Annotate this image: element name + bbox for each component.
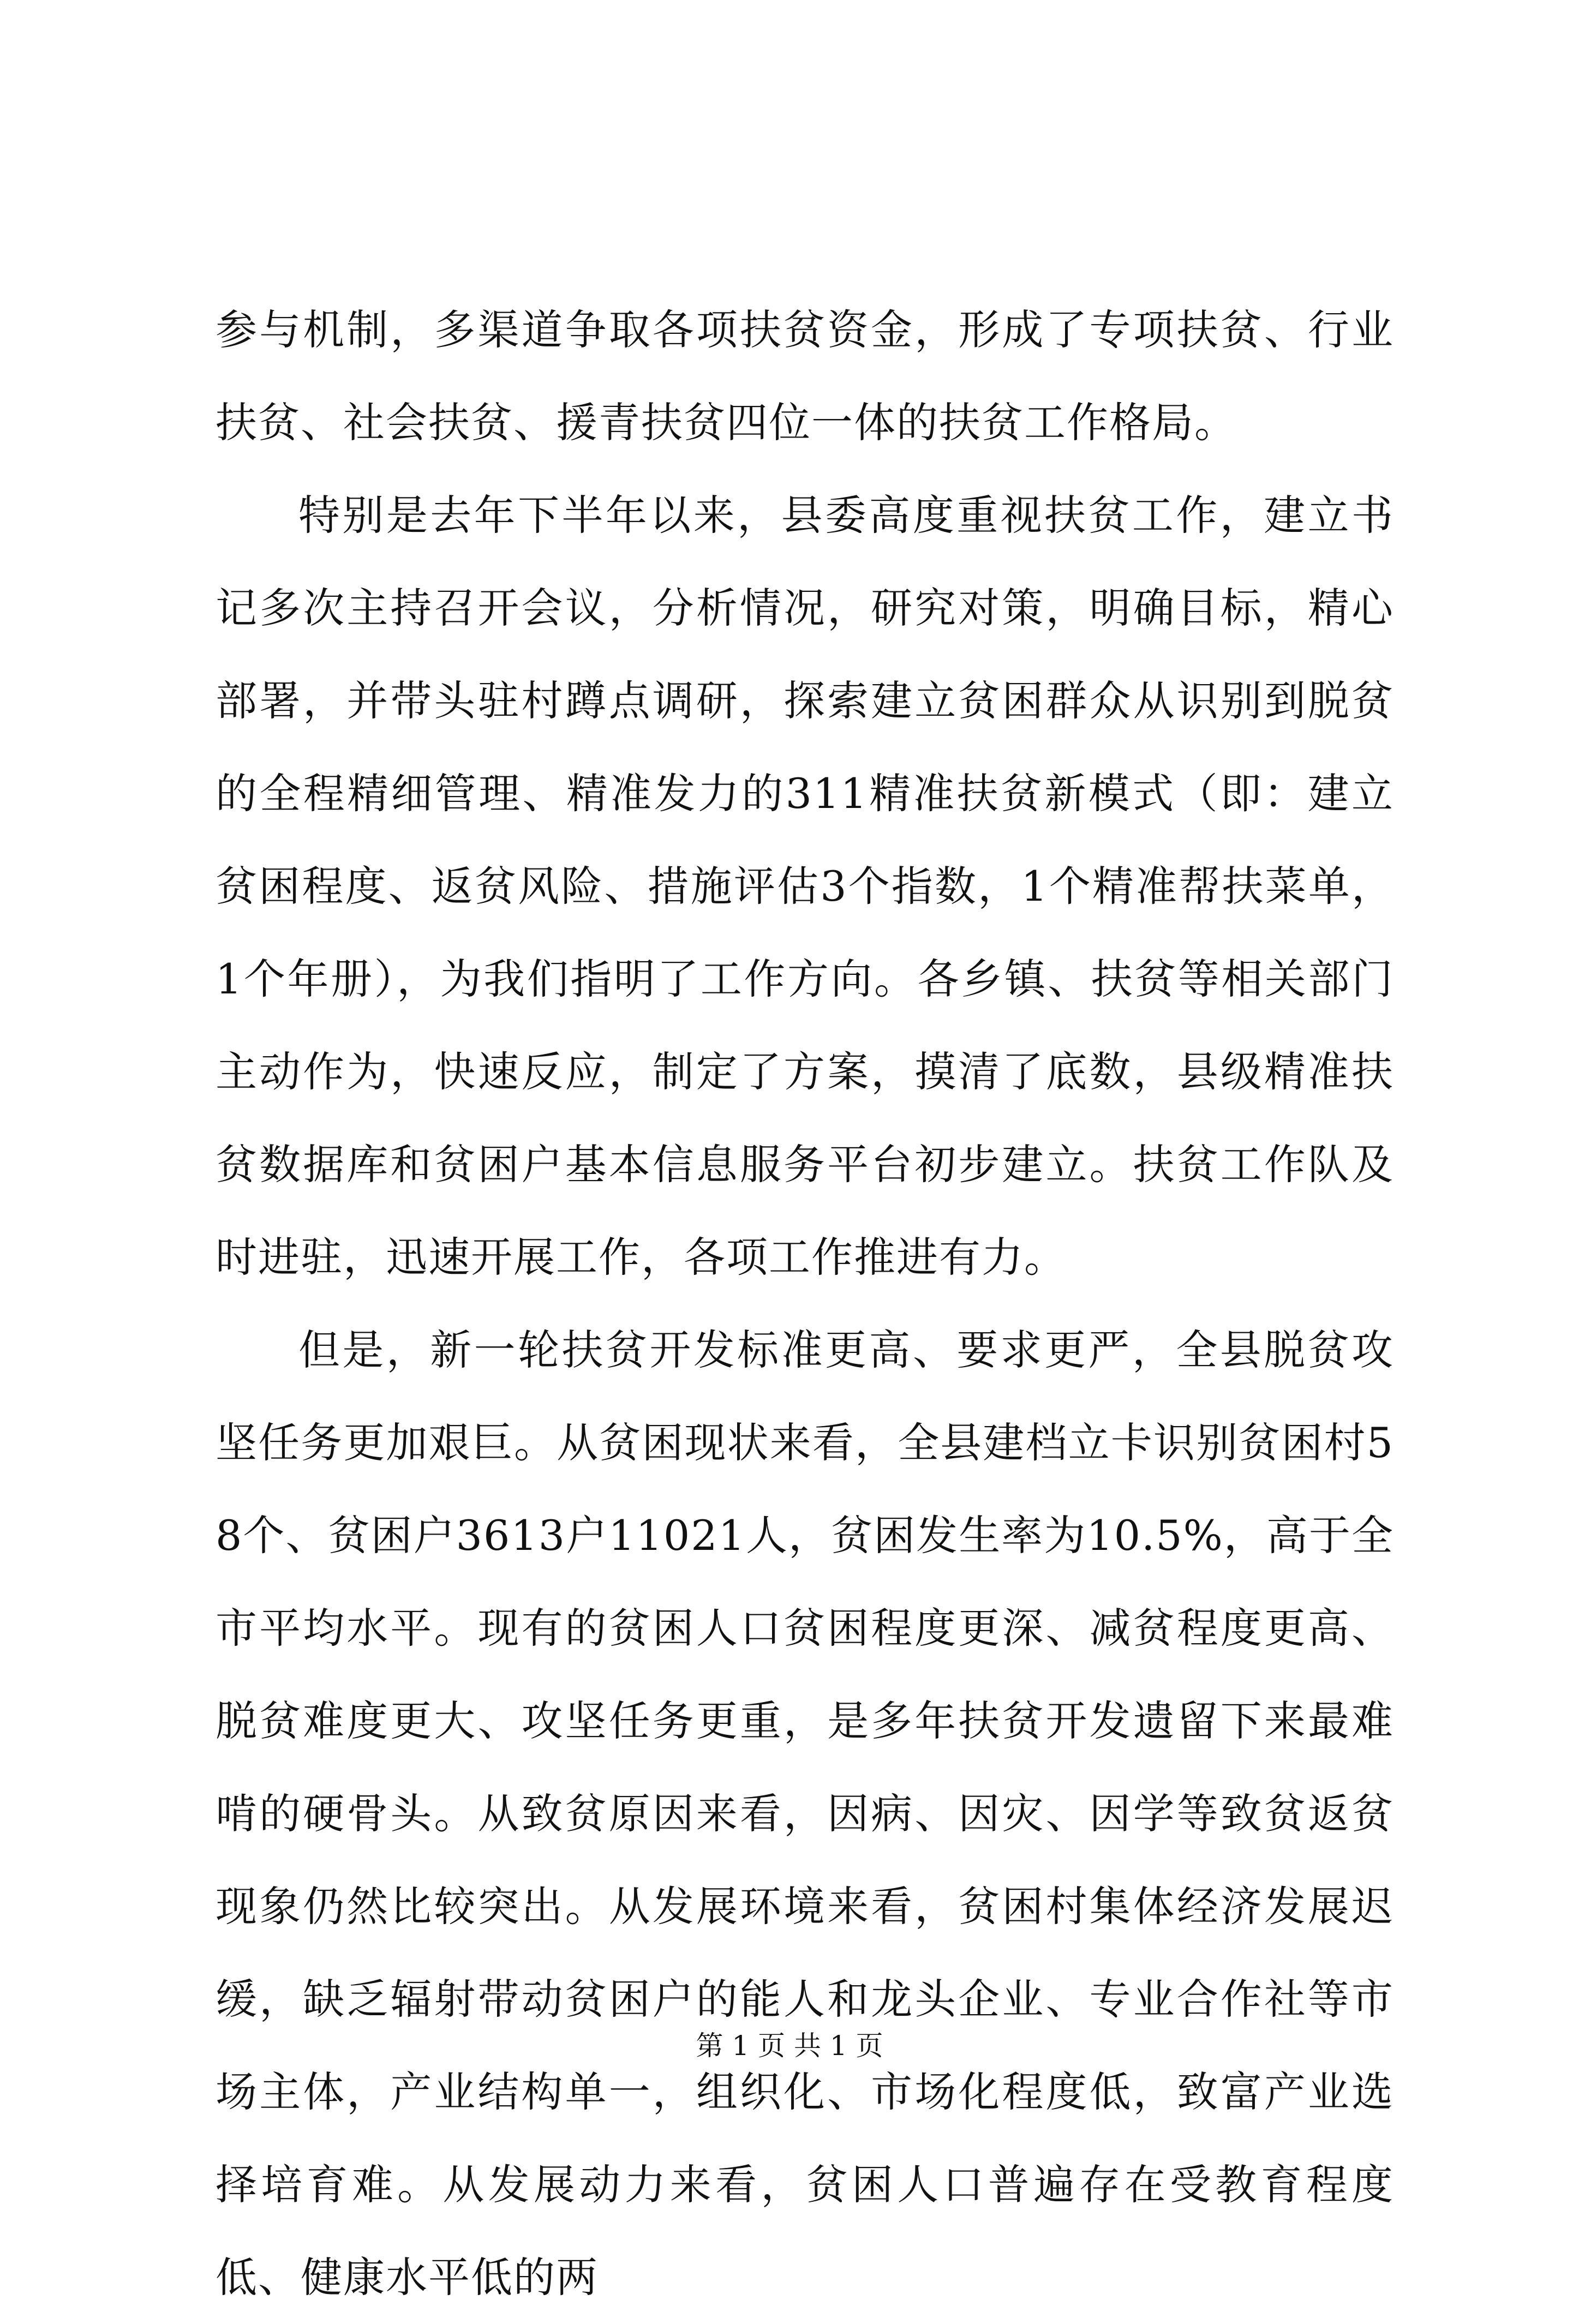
page-footer: 第 1 页 共 1 页 (696, 2030, 883, 2062)
document-body (216, 284, 1394, 2324)
paragraph-3: 但是，新一轮扶贫开发标准更高、要求更严，全县脱贫攻坚任务更加艰巨。从贫困现状来看，全县建档立卡识别贫困村58个、贫困户3613户11021人，贫困发生率为10.5%，高于全市平均水平。现有的贫困人口贫困程度更深、减贫程度更高、脱贫难度更大、攻坚任务更重，是多年扶贫开发遗留下来最难啃的硬骨头。从致贫原因来看，因病、因灾、因学等致贫返贫现象仍然比较突出。从发展环境来看，贫困村集体经济发展迟缓，缺乏辐射带动贫困户的能人和龙头企业、专业合作社等市场主体，产业结构单一，组织化、市场化程度低，致富产业选择培育难。从发展动力来看，贫困人口普遍存在受教育程度低、健康水平低的两 (216, 1326, 1394, 2302)
paragraph-2: 特别是去年下半年以来，县委高度重视扶贫工作，建立书记多次主持召开会议，分析情况，研究对策，明确目标，精心部署，并带头驻村蹲点调研，探索建立贫困群众从识别到脱贫的全程精细管理、精准发力的311精准扶贫新模式（即：建立贫困程度、返贫风险、措施评估3个指数，1个精准帮扶菜单，1个年册），为我们指明了工作方向。各乡镇、扶贫等相关部门主动作为，快速反应，制定了方案，摸清了底数，县级精准扶贫数据库和贫困户基本信息服务平台初步建立。扶贫工作队及时进驻，迅速开展工作，各项工作推进有力。 (216, 491, 1394, 1281)
paragraph-1: 参与机制，多渠道争取各项扶贫资金，形成了专项扶贫、行业扶贫、社会扶贫、援青扶贫四位一体的扶贫工作格局。 (216, 306, 1394, 447)
